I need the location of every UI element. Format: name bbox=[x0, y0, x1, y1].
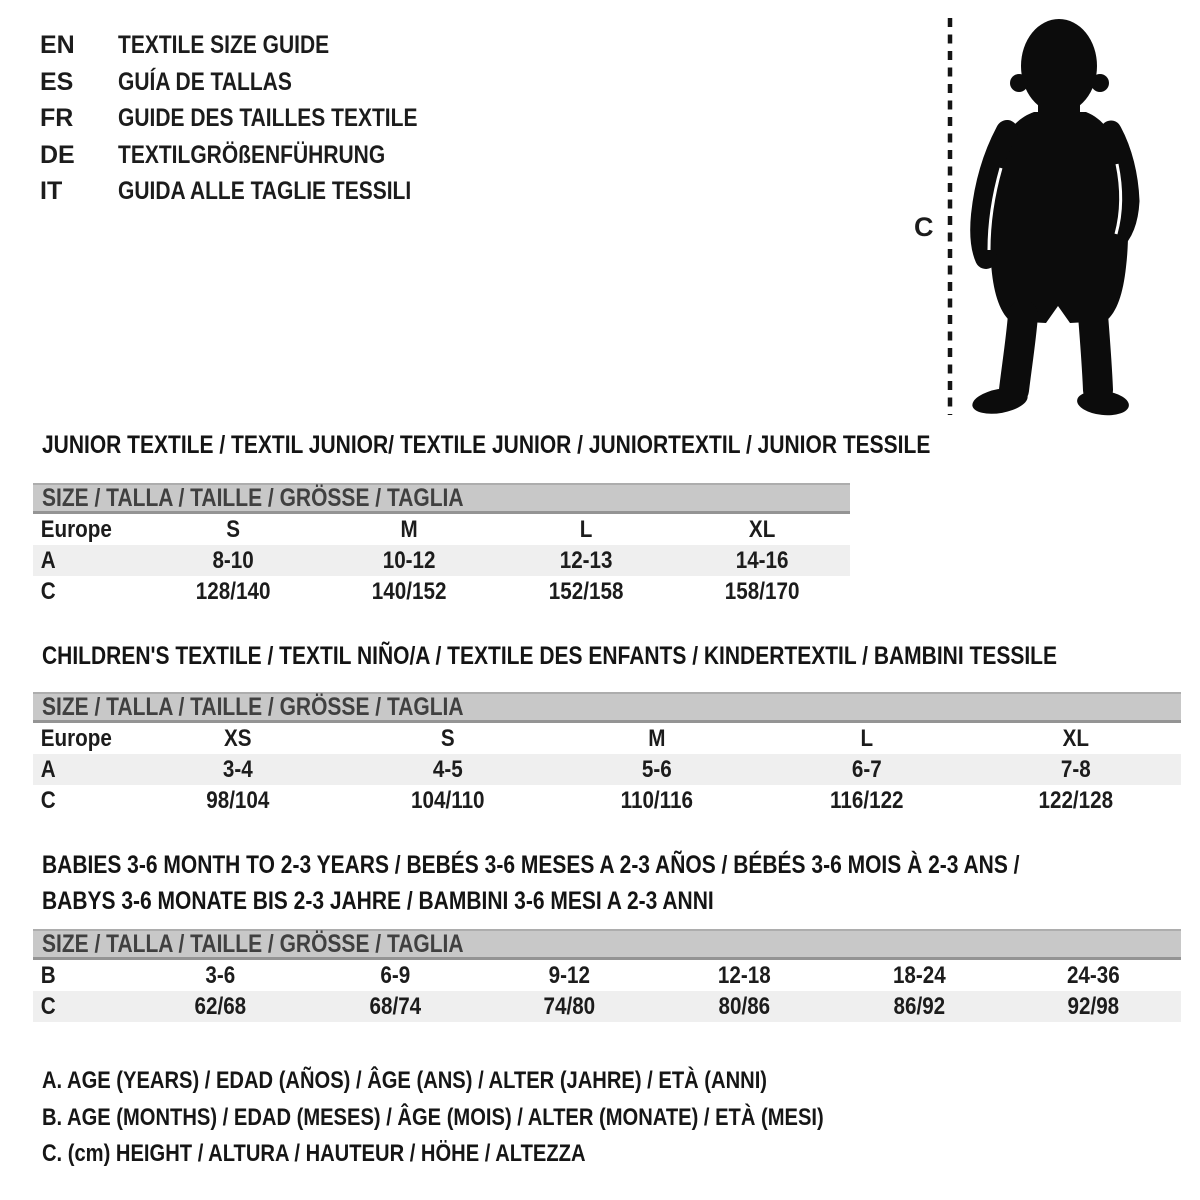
column-header-row bbox=[33, 514, 850, 545]
cell-value: 140/152 bbox=[372, 578, 447, 605]
column-header: S bbox=[440, 725, 455, 752]
cell-value: 7-8 bbox=[1061, 756, 1092, 783]
language-code: FR bbox=[40, 104, 74, 133]
column-header: XL bbox=[748, 516, 776, 543]
size-header-text: SIZE / TALLA / TAILLE / GRÖSSE / TAGLIA bbox=[42, 930, 464, 958]
column-header: XL bbox=[1063, 725, 1090, 752]
table-row bbox=[33, 785, 1181, 816]
table-title-line: BABYS 3-6 MONATE BIS 2-3 JAHRE / BAMBINI 3-6 MESI A 2-3 ANNI bbox=[42, 887, 714, 915]
cell-value: 92/98 bbox=[1067, 993, 1120, 1020]
cell-value: 68/74 bbox=[369, 993, 421, 1020]
legend-line: A. AGE (YEARS) / EDAD (AÑOS) / ÂGE (ANS) / ALTER (JAHRE) / ETÀ (ANNI) bbox=[42, 1067, 768, 1094]
legend bbox=[42, 1063, 973, 1173]
column-header: S bbox=[226, 516, 241, 543]
cell-value: 9-12 bbox=[549, 962, 591, 989]
figure-area bbox=[900, 8, 1160, 423]
language-title: GUIDE DES TAILLES TEXTILE bbox=[118, 104, 418, 133]
table-row bbox=[33, 960, 1181, 991]
size-header-bar bbox=[33, 692, 1181, 723]
region-label: Europe bbox=[40, 725, 112, 752]
legend-line: C. (cm) HEIGHT / ALTURA / HAUTEUR / HÖHE / ALTEZZA bbox=[42, 1140, 586, 1167]
table-row bbox=[33, 754, 1181, 785]
row-label: B bbox=[40, 962, 56, 989]
row-label: C bbox=[40, 993, 56, 1020]
table-title bbox=[42, 641, 1181, 671]
size-header-bar bbox=[33, 929, 1181, 960]
cell-value: 86/92 bbox=[893, 993, 945, 1020]
cell-value: 98/104 bbox=[206, 787, 270, 814]
cell-value: 18-24 bbox=[892, 962, 946, 989]
cell-value: 5-6 bbox=[642, 756, 672, 783]
language-row bbox=[40, 64, 475, 101]
language-row bbox=[40, 100, 475, 137]
measure-label-c: C bbox=[914, 212, 934, 242]
cell-value: 6-9 bbox=[380, 962, 410, 989]
cell-value: 10-12 bbox=[382, 547, 436, 574]
language-row bbox=[40, 137, 475, 174]
cell-value: 3-6 bbox=[205, 962, 236, 989]
language-title: TEXTILE SIZE GUIDE bbox=[118, 31, 330, 59]
cell-value: 4-5 bbox=[432, 756, 463, 783]
table-row bbox=[33, 545, 850, 576]
cell-value: 80/86 bbox=[718, 993, 771, 1020]
table-title-line: CHILDREN'S TEXTILE / TEXTIL NIÑO/A / TEXTILE DES ENFANTS / KINDERTEXTIL / BAMBINI TESSILE bbox=[42, 642, 1058, 670]
cell-value: 14-16 bbox=[735, 547, 789, 574]
table-row bbox=[33, 991, 1181, 1022]
row-label: A bbox=[40, 756, 56, 783]
size-table-section-children bbox=[33, 641, 1181, 816]
cell-value: 12-18 bbox=[717, 962, 771, 989]
language-row bbox=[40, 27, 475, 64]
size-header-bar bbox=[33, 483, 850, 514]
toddler-silhouette-graphic bbox=[900, 8, 1160, 423]
cell-value: 158/170 bbox=[724, 578, 800, 605]
table-title bbox=[42, 430, 931, 460]
column-header: XS bbox=[224, 725, 252, 752]
column-header: M bbox=[400, 516, 418, 543]
column-header-row bbox=[33, 723, 1181, 754]
table-row bbox=[33, 576, 850, 607]
cell-value: 62/68 bbox=[194, 993, 247, 1020]
language-title: TEXTILGRÖßENFÜHRUNG bbox=[118, 140, 386, 169]
row-label: C bbox=[40, 787, 56, 814]
size-table-section-babies bbox=[33, 847, 1181, 1022]
table-title-line: JUNIOR TEXTILE / TEXTIL JUNIOR/ TEXTILE JUNIOR / JUNIORTEXTIL / JUNIOR TESSILE bbox=[42, 431, 931, 459]
column-header: L bbox=[579, 516, 592, 543]
cell-value: 152/158 bbox=[548, 578, 623, 605]
cell-value: 104/110 bbox=[410, 787, 485, 814]
size-table bbox=[33, 929, 1181, 1022]
cell-value: 122/128 bbox=[1038, 787, 1114, 814]
row-label: C bbox=[40, 578, 56, 605]
language-title: GUIDA ALLE TAGLIE TESSILI bbox=[118, 177, 412, 206]
cell-value: 8-10 bbox=[212, 547, 254, 574]
language-code: ES bbox=[40, 67, 74, 96]
cell-value: 12-13 bbox=[559, 547, 613, 574]
size-table bbox=[33, 692, 1181, 816]
size-header-text: SIZE / TALLA / TAILLE / GRÖSSE / TAGLIA bbox=[42, 693, 464, 721]
cell-value: 110/116 bbox=[620, 787, 694, 814]
size-table bbox=[33, 483, 850, 607]
region-label: Europe bbox=[40, 516, 112, 543]
language-code: IT bbox=[40, 177, 63, 206]
cell-value: 128/140 bbox=[195, 578, 271, 605]
column-header: L bbox=[860, 725, 873, 752]
language-row bbox=[40, 173, 475, 210]
size-header-text: SIZE / TALLA / TAILLE / GRÖSSE / TAGLIA bbox=[42, 484, 464, 512]
cell-value: 116/122 bbox=[829, 787, 904, 814]
toddler-silhouette bbox=[970, 19, 1130, 418]
legend-line: B. AGE (MONTHS) / EDAD (MESES) / ÂGE (MOIS) / ALTER (MONATE) / ETÀ (MESI) bbox=[42, 1103, 824, 1131]
language-code: DE bbox=[40, 140, 75, 169]
table-title-line: BABIES 3-6 MONTH TO 2-3 YEARS / BEBÉS 3-6 MESES A 2-3 AÑOS / BÉBÉS 3-6 MOIS À 2-3 ANS / bbox=[42, 851, 1020, 879]
cell-value: 24-36 bbox=[1067, 962, 1121, 989]
table-title bbox=[42, 847, 1181, 919]
column-header: M bbox=[648, 725, 666, 752]
language-title-list bbox=[40, 27, 475, 210]
size-table-section-junior bbox=[33, 430, 931, 607]
cell-value: 6-7 bbox=[851, 756, 882, 783]
language-title: GUÍA DE TALLAS bbox=[118, 67, 292, 96]
row-label: A bbox=[40, 547, 56, 574]
cell-value: 74/80 bbox=[543, 993, 596, 1020]
cell-value: 3-4 bbox=[222, 756, 253, 783]
language-code: EN bbox=[40, 31, 75, 59]
